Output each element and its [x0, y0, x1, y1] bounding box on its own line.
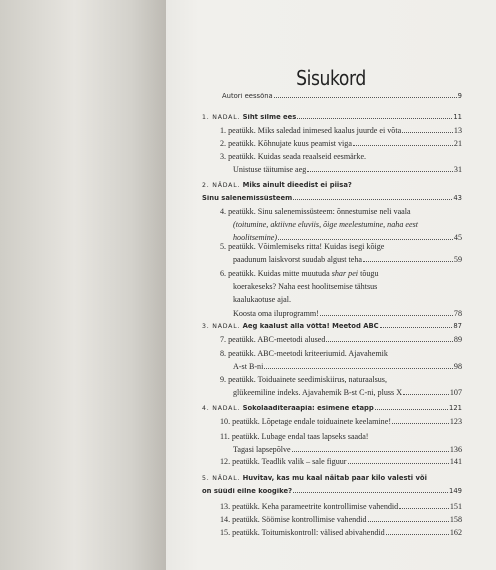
toc-chapter [233, 310, 462, 318]
toc-chapter-label: 14. peatükk. Söömise kontrollimise vahendid [220, 516, 367, 524]
dot-leader [348, 463, 449, 464]
toc-chapter [233, 256, 462, 264]
chapter-line: 4. peatükk. Sinu salenemissüsteem: õnnestumise neli vaala [220, 207, 411, 216]
section-heading-line: 5. NÄDAL. Huvitav, kas mu kaal näitab paar kilo valesti või [202, 474, 427, 482]
toc-section-1-label: 1. NÄDAL. Siht silme ees [202, 114, 297, 121]
toc-chapter [220, 516, 462, 524]
dot-leader [278, 239, 453, 240]
page-number: 158 [449, 515, 462, 524]
page-number: 162 [449, 528, 462, 537]
page-number: 89 [453, 335, 462, 344]
dot-leader [293, 199, 452, 200]
toc-chapter [220, 418, 462, 426]
toc-chapter-label: 7. peatükk. ABC-meetodi alused [220, 336, 326, 344]
toc-chapter [233, 363, 462, 371]
page-number: 59 [453, 255, 462, 265]
page-number: 31 [453, 165, 462, 175]
toc-chapter-label: glükeemiline indeks. Ajavahemik B-st C-ni, pluss X [233, 389, 403, 398]
toc-chapter-label: 13. peatükk. Keha parameetrite kontrollimise vahendid [220, 503, 399, 511]
toc-section-3 [202, 323, 462, 330]
page-number: 43 [453, 194, 462, 203]
page-number: 107 [449, 388, 462, 398]
toc-chapter [220, 503, 462, 511]
toc-section-4-label: 4. NÄDAL. Šokolaaditeraapia: esimene etapp [202, 405, 374, 412]
chapter-line: kaalukaotuse ajal. [233, 295, 291, 305]
chapter-line: 5. peatükk. Võimlemiseks ritta! Kuidas isegi kõige [220, 242, 385, 251]
toc-entry-intro [222, 93, 462, 100]
chapter-line: koerakeseks? Naha eest hoolitsemise tähtsus [233, 282, 378, 292]
toc-chapter-label: hoolitsemine) [233, 234, 278, 243]
page-number: 123 [449, 417, 462, 426]
toc-chapter-label: 1. peatükk. Miks saledad inimesed kaalus juurde ei võta [220, 127, 402, 135]
toc-chapter [233, 446, 462, 454]
page-number: 13 [453, 126, 462, 135]
toc-chapter [220, 336, 462, 344]
dot-leader [399, 508, 449, 509]
toc-entry-intro-label: Autori eessõna [222, 93, 273, 100]
table-of-contents [166, 0, 496, 570]
chapter-line: (toitumine, aktiivne eluviis, õige meelestumine, naha eest [233, 220, 418, 230]
page-number: 136 [449, 445, 462, 455]
toc-chapter-label: 10. peatükk. Lõpetage endale toiduainete keelamine! [220, 418, 392, 426]
toc-chapter-label: paadunum laiskvorst suudab algust teha [233, 256, 363, 265]
toc-section-2-label: Sinu salenemissüsteem [202, 195, 293, 202]
chapter-line: 8. peatükk. ABC-meetodi kriteeriumid. Ajavahemik [220, 349, 388, 358]
toc-chapter-label: 2. peatükk. Kõhnujate kuus peamist viga [220, 140, 352, 148]
page-number: 9 [457, 92, 462, 100]
dot-leader [402, 132, 453, 133]
dot-leader [386, 534, 449, 535]
dot-leader [353, 145, 453, 146]
page-number: 45 [453, 233, 462, 243]
section-heading-line: 2. NÄDAL. Miks ainult dieedist ei piisa? [202, 181, 352, 189]
toc-chapter [220, 140, 462, 148]
dot-leader [380, 327, 453, 328]
dot-leader [363, 261, 453, 262]
page-number: 78 [453, 308, 462, 318]
dot-leader [293, 492, 448, 493]
dot-leader [320, 315, 453, 316]
facing-page-edge [0, 0, 166, 570]
toc-chapter [220, 458, 462, 466]
toc-chapter [220, 127, 462, 135]
toc-chapter-label: Koosta oma iluprogramm! [233, 309, 319, 318]
page-number: 21 [453, 139, 462, 148]
toc-section-2 [202, 195, 462, 202]
page-number: 151 [449, 502, 462, 511]
toc-chapter-label: 12. peatükk. Teadlik valik – sale figuur [220, 458, 347, 466]
dot-leader [375, 409, 448, 410]
toc-chapter [233, 166, 462, 174]
toc-chapter-label: A-st B-ni [233, 363, 264, 372]
toc-section-5-label: on süüdi eilne koogike? [202, 488, 293, 495]
toc-page [166, 0, 496, 570]
page-number: 149 [449, 487, 462, 496]
page-number: 87 [453, 322, 462, 330]
dot-leader [297, 118, 452, 119]
toc-section-5 [202, 488, 462, 495]
dot-leader [368, 521, 449, 522]
toc-chapter [233, 389, 462, 397]
toc-chapter-label: Tagasi lapsepõlve [233, 446, 291, 455]
toc-section-1 [202, 114, 462, 121]
page-number: 11 [453, 113, 462, 121]
toc-chapter [220, 529, 462, 537]
toc-section-3-label: 3. NÄDAL. Aeg kaalust alla võtta! Meetod ABC [202, 323, 379, 330]
page-number: 98 [453, 362, 462, 372]
chapter-line: 3. peatükk. Kuidas seada reaalseid eesmärke. [220, 152, 367, 161]
page-number: 121 [449, 404, 462, 412]
chapter-line: 11. peatükk. Lubage endal taas lapseks saada! [220, 432, 369, 441]
dot-leader [403, 394, 449, 395]
dot-leader [326, 341, 452, 342]
toc-section-4 [202, 405, 462, 412]
dot-leader [274, 97, 457, 98]
toc-chapter-label: Unistuse täitumise aeg [233, 166, 307, 175]
dot-leader [292, 451, 449, 452]
chapter-line: 9. peatükk. Toiduainete seedimiskiirus, naturaalsus, [220, 375, 387, 384]
chapter-line: 6. peatükk. Kuidas mitte muutuda shar pei tõugu [220, 269, 379, 278]
page-number: 141 [449, 457, 462, 466]
dot-leader [392, 423, 449, 424]
dot-leader [307, 171, 453, 172]
page-title: Sisukord [296, 66, 366, 90]
toc-chapter-label: 15. peatükk. Toitumiskontroll: välised abivahendid [220, 529, 385, 537]
dot-leader [264, 368, 453, 369]
